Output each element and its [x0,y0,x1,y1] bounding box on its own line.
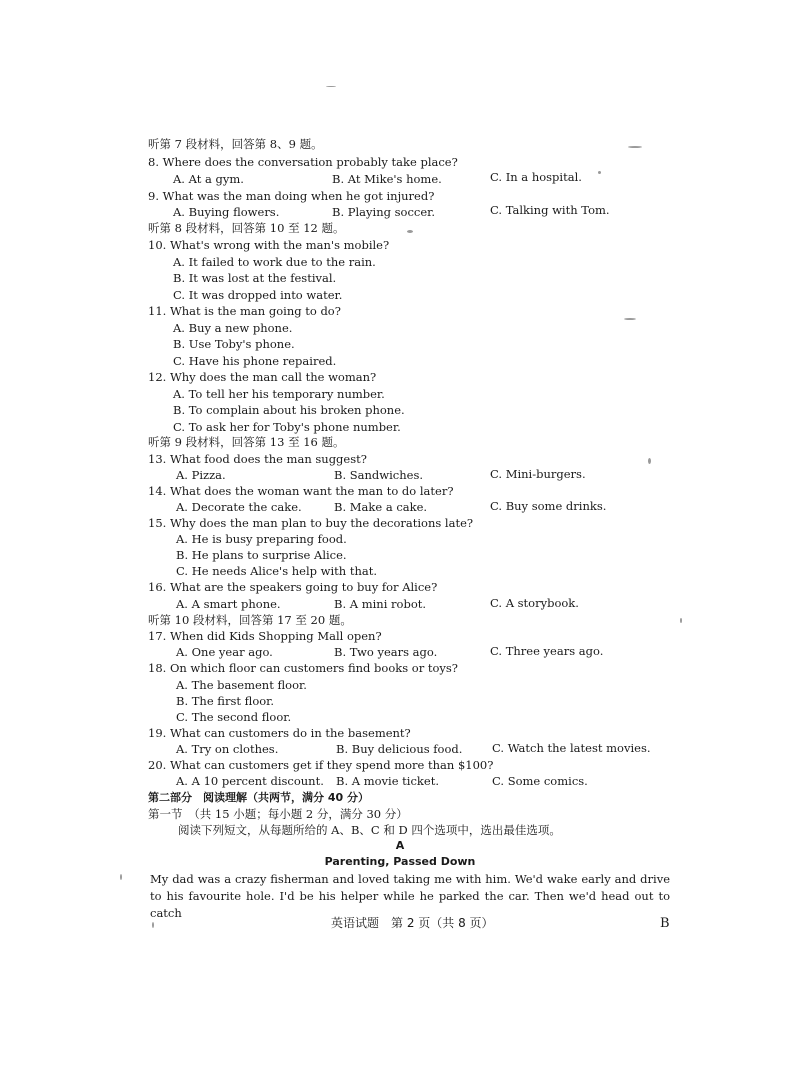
question-16-option-b: B. A mini robot. [334,597,427,611]
passage-letter: A [395,839,405,852]
passage-text: My dad was a crazy fisherman and loved taking me with him. We'd wake early and drive to his favourite hole. I'd be his helper while he parked the car. Then we'd head out to catch [150,872,670,920]
section-intro-7: 听第 7 段材料，回答第 8、9 题。 [148,137,323,151]
question-9-option-b: B. Playing soccer. [332,205,436,219]
question-15-option-c: C. He needs Alice's help with that. [176,564,378,578]
question-13-option-a: A. Pizza. [176,468,226,482]
question-17-option-b: B. Two years ago. [334,645,438,659]
exam-version-mark: B [660,916,670,931]
question-14-stem: 14. What does the woman want the man to do later? [148,484,454,498]
question-14-option-a: A. Decorate the cake. [176,500,302,514]
passage-title: Parenting, Passed Down [324,855,476,868]
question-19-option-a: A. Try on clothes. [176,742,279,756]
question-19-option-b: B. Buy delicious food. [336,742,463,756]
question-20-stem: 20. What can customers get if they spend more than $100? [148,758,494,772]
question-10-stem: 10. What's wrong with the man's mobile? [148,238,390,252]
question-9-stem: 9. What was the man doing when he got injured? [148,189,435,203]
page-number-footer: 英语试题 第 2 页（共 8 页） [331,916,494,930]
part-heading: 第二部分 阅读理解（共两节，满分 40 分） [148,791,369,804]
question-20-option-c: C. Some comics. [492,774,588,788]
scan-speck [628,146,642,148]
scan-speck [152,922,154,928]
question-12-option-a: A. To tell her his temporary number. [173,387,385,401]
scan-speck [648,458,651,464]
question-14-option-b: B. Make a cake. [334,500,428,514]
question-18-option-c: C. The second floor. [176,710,292,724]
question-15-stem: 15. Why does the man plan to buy the decorations late? [148,516,474,530]
question-8-stem: 8. Where does the conversation probably take place? [148,155,458,169]
scan-speck [120,874,122,880]
question-13-option-b: B. Sandwiches. [334,468,423,482]
scan-speck [407,230,413,233]
question-16-option-c: C. A storybook. [490,596,579,610]
question-8-option-a: A. At a gym. [173,172,244,186]
section-intro-10: 听第 10 段材料，回答第 17 至 20 题。 [148,613,352,627]
question-8-option-c: C. In a hospital. [490,170,582,184]
question-8-option-b: B. At Mike's home. [332,172,442,186]
reading-instruction: 阅读下列短文，从每题所给的 A、B、C 和 D 四个选项中，选出最佳选项。 [178,823,561,837]
question-10-option-a: A. It failed to work due to the rain. [173,255,376,269]
question-9-option-c: C. Talking with Tom. [490,203,610,217]
question-17-option-c: C. Three years ago. [490,644,604,658]
question-19-option-c: C. Watch the latest movies. [492,741,651,755]
question-10-option-b: B. It was lost at the festival. [173,271,337,285]
question-11-option-b: B. Use Toby's phone. [173,337,295,351]
section-heading: 第一节 （共 15 小题；每小题 2 分，满分 30 分） [148,807,408,821]
question-16-option-a: A. A smart phone. [176,597,281,611]
question-18-option-b: B. The first floor. [176,694,275,708]
question-11-option-c: C. Have his phone repaired. [173,354,337,368]
scan-speck [680,618,682,623]
section-intro-9: 听第 9 段材料，回答第 13 至 16 题。 [148,435,345,449]
question-13-stem: 13. What food does the man suggest? [148,452,367,466]
question-15-option-a: A. He is busy preparing food. [176,532,347,546]
question-18-stem: 18. On which floor can customers find books or toys? [148,661,458,675]
question-12-stem: 12. Why does the man call the woman? [148,370,377,384]
section-intro-8: 听第 8 段材料，回答第 10 至 12 题。 [148,221,345,235]
question-10-option-c: C. It was dropped into water. [173,288,343,302]
question-18-option-a: A. The basement floor. [176,678,307,692]
question-12-option-b: B. To complain about his broken phone. [173,403,405,417]
question-14-option-c: C. Buy some drinks. [490,499,607,513]
scan-speck [326,86,336,87]
question-20-option-b: B. A movie ticket. [336,774,439,788]
question-11-stem: 11. What is the man going to do? [148,304,341,318]
question-15-option-b: B. He plans to surprise Alice. [176,548,347,562]
question-16-stem: 16. What are the speakers going to buy for Alice? [148,580,438,594]
question-19-stem: 19. What can customers do in the basement? [148,726,411,740]
scan-speck [624,318,636,320]
question-11-option-a: A. Buy a new phone. [173,321,293,335]
question-20-option-a: A. A 10 percent discount. [176,774,324,788]
question-17-stem: 17. When did Kids Shopping Mall open? [148,629,382,643]
question-12-option-c: C. To ask her for Toby's phone number. [173,420,401,434]
question-13-option-c: C. Mini-burgers. [490,467,586,481]
question-9-option-a: A. Buying flowers. [173,205,280,219]
question-17-option-a: A. One year ago. [176,645,273,659]
scan-speck [598,171,601,174]
